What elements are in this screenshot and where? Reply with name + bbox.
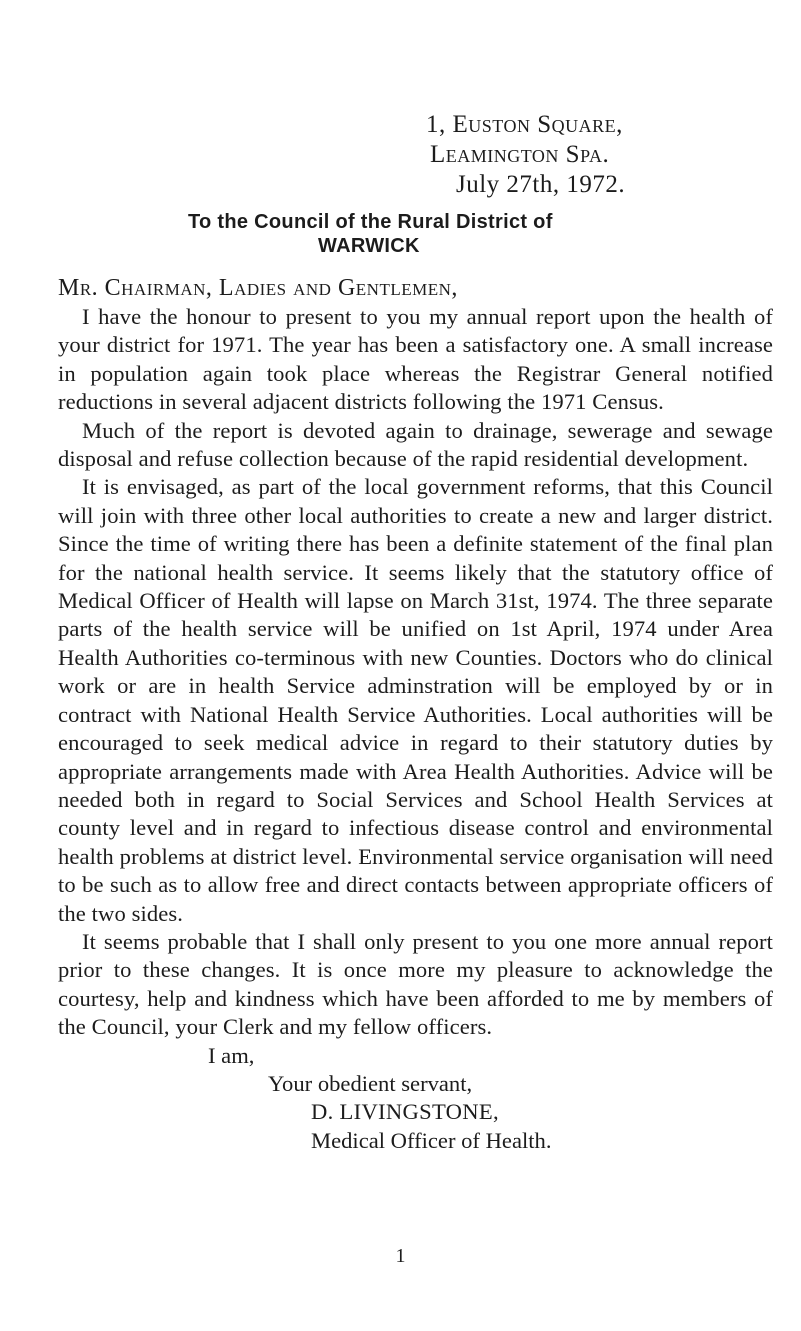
- address-line-street: 1, Euston Square,: [426, 111, 623, 138]
- addressee: [188, 210, 773, 258]
- signature-name: D. LIVINGSTONE,: [311, 1099, 499, 1125]
- letter-date: July 27th, 1972.: [456, 171, 626, 198]
- paragraph-intro: I have the honour to present to you my annual report upon the health of your district for 1971. The year has been a satisfactory one. A small increase in population again took place whereas the Registrar General notified reductions in several adjacent districts following the 1971 Census.: [58, 304, 773, 415]
- letter: [58, 110, 773, 1155]
- addressee-district: WARWICK: [318, 235, 420, 257]
- paragraph-drainage: Much of the report is devoted again to drainage, sewerage and sewage disposal and refuse collection because of the rapid residential development.: [58, 417, 773, 472]
- page-number: 1: [395, 1245, 406, 1267]
- closing-block: [58, 1042, 773, 1156]
- paragraph-reforms: It is envisaged, as part of the local government reforms, that this Council will join with three other local authorities to create a new and larger district. Since the time of writing there has been a definite statement of the final plan for the national health service. It seems likely that the statutory office of Medical Officer of Health will lapse on March 31st, 1974. The three separate parts of the health service will be unified on 1st April, 1974 under Area Health Authorities co-terminous with new Counties. Doctors who do clinical work or are in health Service adminstration will be employed by or in contract with National Health Service Authorities. Local authorities will be encouraged to seek medical advice in regard to their statutory duties by appropriate arrangements made with Area Health Authorities. Advice will be needed both in regard to Social Services and School Health Services at county level and in regard to infectious disease control and environmental health problems at district level. Environmental service organisation will need to be such as to allow free and direct contacts between appropriate officers of the two sides.: [58, 474, 773, 926]
- address-line-town: Leamington Spa.: [430, 141, 610, 168]
- salutation: Mr. Chairman, Ladies and Gentlemen,: [58, 275, 458, 301]
- signature-title: Medical Officer of Health.: [311, 1127, 552, 1153]
- addressee-line: To the Council of the Rural District of: [188, 211, 553, 233]
- closing-servant: Your obedient servant,: [268, 1070, 473, 1096]
- closing-i-am: I am,: [208, 1042, 255, 1068]
- sender-address: [426, 110, 773, 200]
- paragraph-acknowledgement: It seems probable that I shall only present to you one more annual report prior to these changes. It is once more my pleasure to acknowledge the courtesy, help and kindness which have been afforded to me by members of the Council, your Clerk and my fellow officers.: [58, 928, 773, 1040]
